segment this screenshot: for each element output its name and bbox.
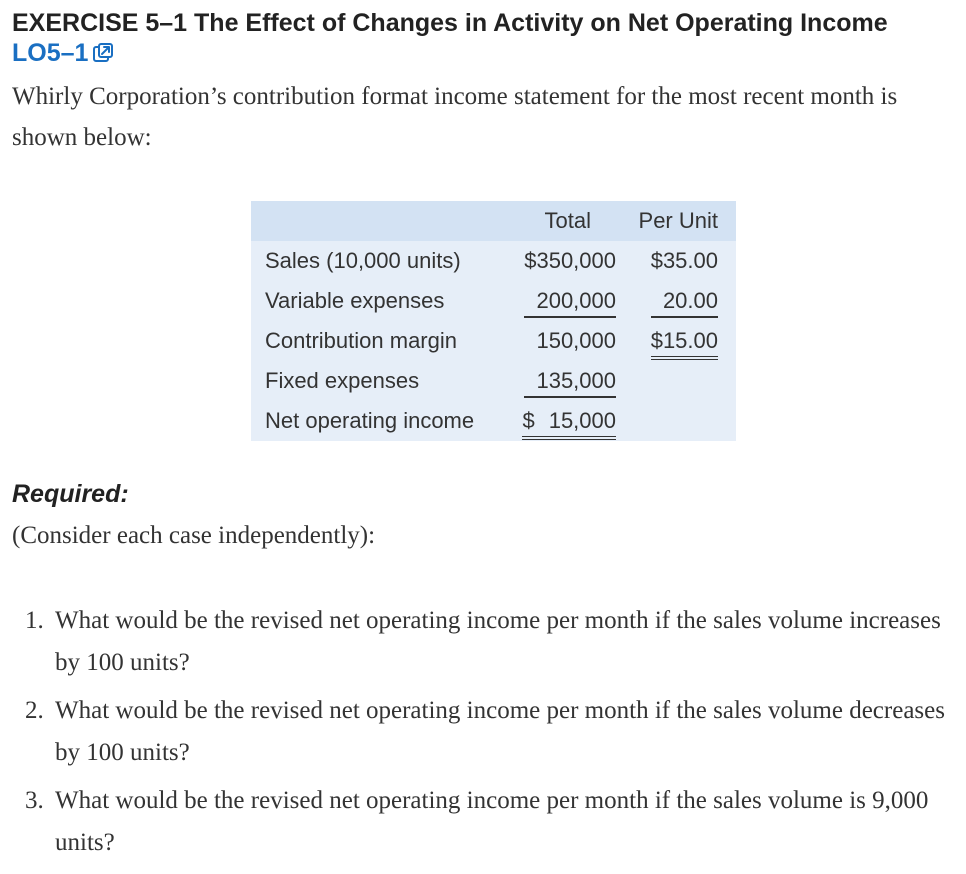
row-label-variable-expenses: Variable expenses — [265, 288, 445, 313]
net-operating-income-value: 15,000 — [548, 408, 616, 433]
question-item — [0, 600, 966, 684]
exercise-title-text: EXERCISE 5–1 The Effect of Changes in Activity on Net Operating Income — [12, 9, 888, 37]
contribution-margin-total: 150,000 — [536, 328, 616, 353]
column-header-per-unit: Per Unit — [638, 208, 718, 233]
external-link-icon[interactable] — [92, 42, 114, 64]
income-statement-table — [251, 201, 736, 441]
question-text: What would be the revised net operating income per month if the sales volume increases by 100 units? — [55, 607, 941, 676]
row-label-net-operating-income: Net operating income — [265, 408, 475, 433]
learning-objective-link[interactable]: LO5–1 — [12, 39, 89, 67]
contribution-margin-per-unit — [651, 326, 718, 360]
question-number: 1. — [25, 607, 44, 634]
net-operating-income-total — [522, 406, 616, 440]
variable-expenses-per-unit: 20.00 — [651, 286, 718, 318]
question-item — [0, 780, 966, 864]
required-heading: Required: — [12, 480, 129, 508]
sales-total: $350,000 — [524, 248, 616, 273]
question-text: What would be the revised net operating income per month if the sales volume is 9,000 units? — [55, 787, 929, 856]
question-item — [0, 690, 966, 774]
exercise-title — [12, 8, 952, 68]
question-text: What would be the revised net operating income per month if the sales volume decreases by 100 units? — [55, 697, 945, 766]
contribution-margin-per-unit-value: 15.00 — [662, 328, 718, 353]
row-label-contribution-margin: Contribution margin — [265, 328, 457, 353]
contribution-margin-per-unit-symbol: $ — [650, 328, 663, 353]
intro-paragraph: Whirly Corporation’s contribution format income statement for the most recent month is shown below: — [12, 83, 898, 151]
required-note: (Consider each case independently): — [12, 522, 376, 549]
column-header-total: Total — [544, 208, 591, 233]
row-label-sales: Sales (10,000 units) — [265, 248, 461, 273]
question-list — [0, 600, 966, 870]
fixed-expenses-total: 135,000 — [524, 366, 616, 398]
row-label-fixed-expenses: Fixed expenses — [265, 368, 420, 393]
variable-expenses-total: 200,000 — [524, 286, 616, 318]
question-number: 2. — [25, 697, 44, 724]
net-operating-income-symbol: $ — [522, 408, 535, 433]
sales-per-unit: $35.00 — [650, 248, 718, 273]
question-number: 3. — [25, 787, 44, 814]
